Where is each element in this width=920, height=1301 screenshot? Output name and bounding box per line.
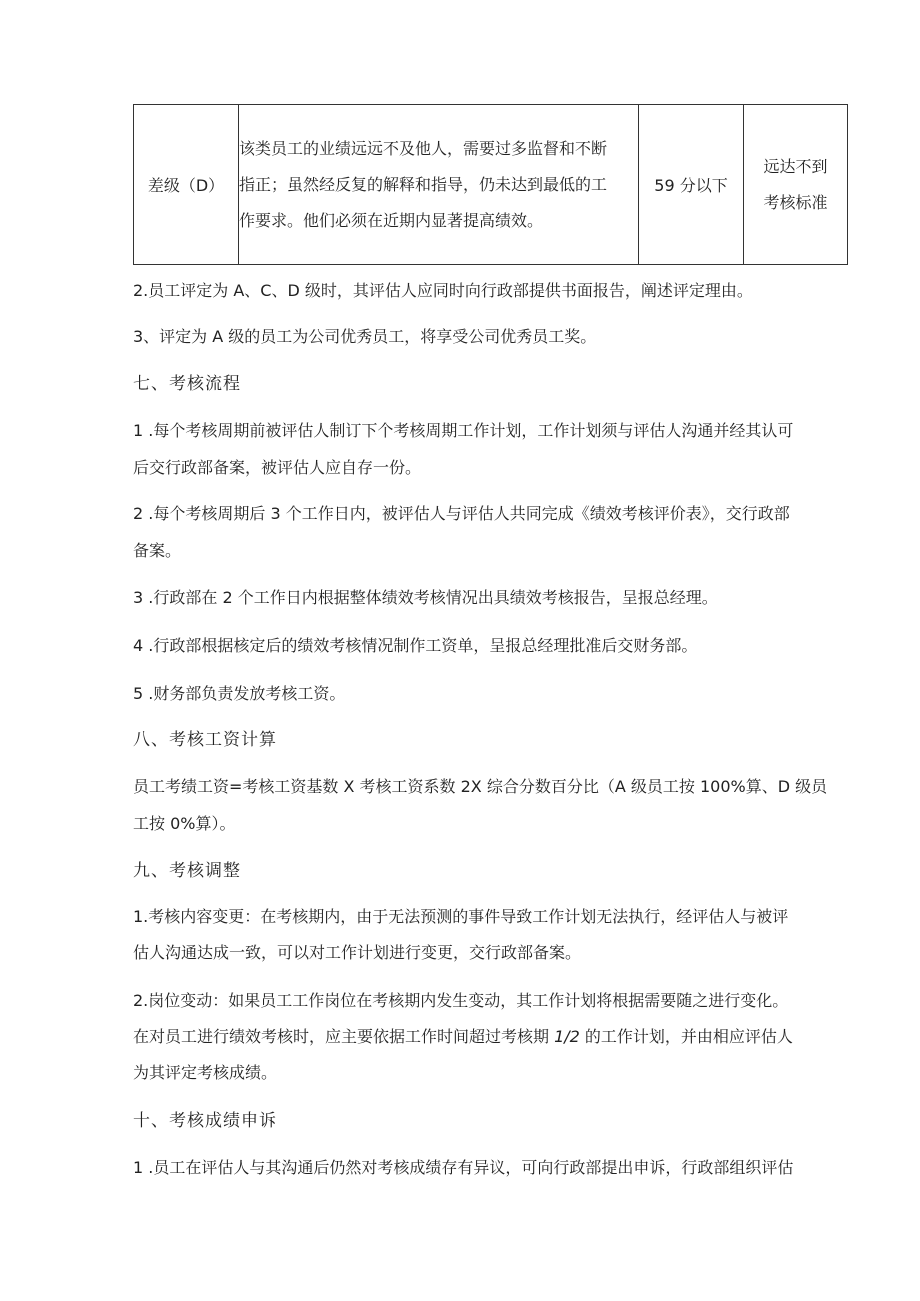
section-9-item-1-line-1: 1.考核内容变更：在考核期内，由于无法预测的事件导致工作计划无法执行，经评估人与被评 bbox=[133, 907, 789, 926]
score-cell: 59 分以下 bbox=[639, 105, 744, 265]
line-text: 在对员工进行绩效考核时，应主要依据工作时间超过考核期 bbox=[133, 1027, 555, 1046]
grade-cell: 差级（D） bbox=[134, 105, 239, 265]
section-9-item-2-line-1: 2.岗位变动：如果员工工作岗位在考核期内发生变动，其工作计划将根据需要随之进行变化。 bbox=[133, 991, 789, 1010]
section-7-item-1-line-1: 1 .每个考核周期前被评估人制订下个考核周期工作计划，工作计划须与评估人沟通并经其认可 bbox=[133, 421, 794, 440]
description-line: 指正；虽然经反复的解释和指导，仍未达到最低的工 bbox=[239, 174, 608, 194]
note-3: 3、评定为 A 级的员工为公司优秀员工，将享受公司优秀员工奖。 bbox=[133, 327, 597, 346]
line-text: 的工作计划，并由相应评估人 bbox=[579, 1027, 793, 1046]
section-7-item-3: 3 .行政部在 2 个工作日内根据整体绩效考核情况出具绩效考核报告，呈报总经理。 bbox=[133, 588, 718, 607]
fraction-text: 1/2 bbox=[554, 1027, 580, 1046]
note-2: 2.员工评定为 A、C、D 级时，其评估人应同时向行政部提供书面报告，阐述评定理由。 bbox=[133, 281, 753, 300]
section-7-item-4: 4 .行政部根据核定后的绩效考核情况制作工资单，呈报总经理批准后交财务部。 bbox=[133, 636, 698, 655]
section-9-item-2-line-3: 为其评定考核成绩。 bbox=[133, 1063, 278, 1082]
section-8-line-1: 员工考绩工资=考核工资基数 X 考核工资系数 2X 综合分数百分比（A 级员工按 100%算、D 级员 bbox=[133, 777, 828, 796]
result-line: 远达不到 bbox=[763, 156, 828, 176]
section-7-item-2-line-2: 备案。 bbox=[133, 541, 182, 560]
result-line: 考核标准 bbox=[763, 192, 828, 212]
section-10-item-1-line-1: 1 .员工在评估人与其沟通后仍然对考核成绩存有异议，可向行政部提出申诉，行政部组织评估 bbox=[133, 1158, 794, 1177]
description-cell bbox=[239, 105, 639, 265]
grade-table bbox=[133, 104, 848, 265]
section-7-item-1-line-2: 后交行政部备案，被评估人应自存一份。 bbox=[133, 458, 422, 477]
section-10-heading: 十、考核成绩申诉 bbox=[133, 1111, 277, 1131]
description-line: 该类员工的业绩远远不及他人，需要过多监督和不断 bbox=[239, 138, 608, 158]
table-row bbox=[134, 105, 848, 265]
result-cell bbox=[744, 105, 848, 265]
section-8-heading: 八、考核工资计算 bbox=[133, 730, 277, 750]
section-8-line-2: 工按 0%算）。 bbox=[133, 814, 236, 833]
section-9-item-2-line-2 bbox=[133, 1027, 853, 1047]
section-7-heading: 七、考核流程 bbox=[133, 374, 241, 394]
section-7-item-2-line-1: 2 .每个考核周期后 3 个工作日内，被评估人与评估人共同完成《绩效考核评价表》，交行政部 bbox=[133, 504, 790, 523]
description-line: 作要求。他们必须在近期内显著提高绩效。 bbox=[239, 210, 544, 230]
section-9-heading: 九、考核调整 bbox=[133, 861, 241, 881]
section-9-item-1-line-2: 估人沟通达成一致，可以对工作计划进行变更，交行政部备案。 bbox=[133, 943, 582, 962]
section-7-item-5: 5 .财务部负责发放考核工资。 bbox=[133, 684, 346, 703]
